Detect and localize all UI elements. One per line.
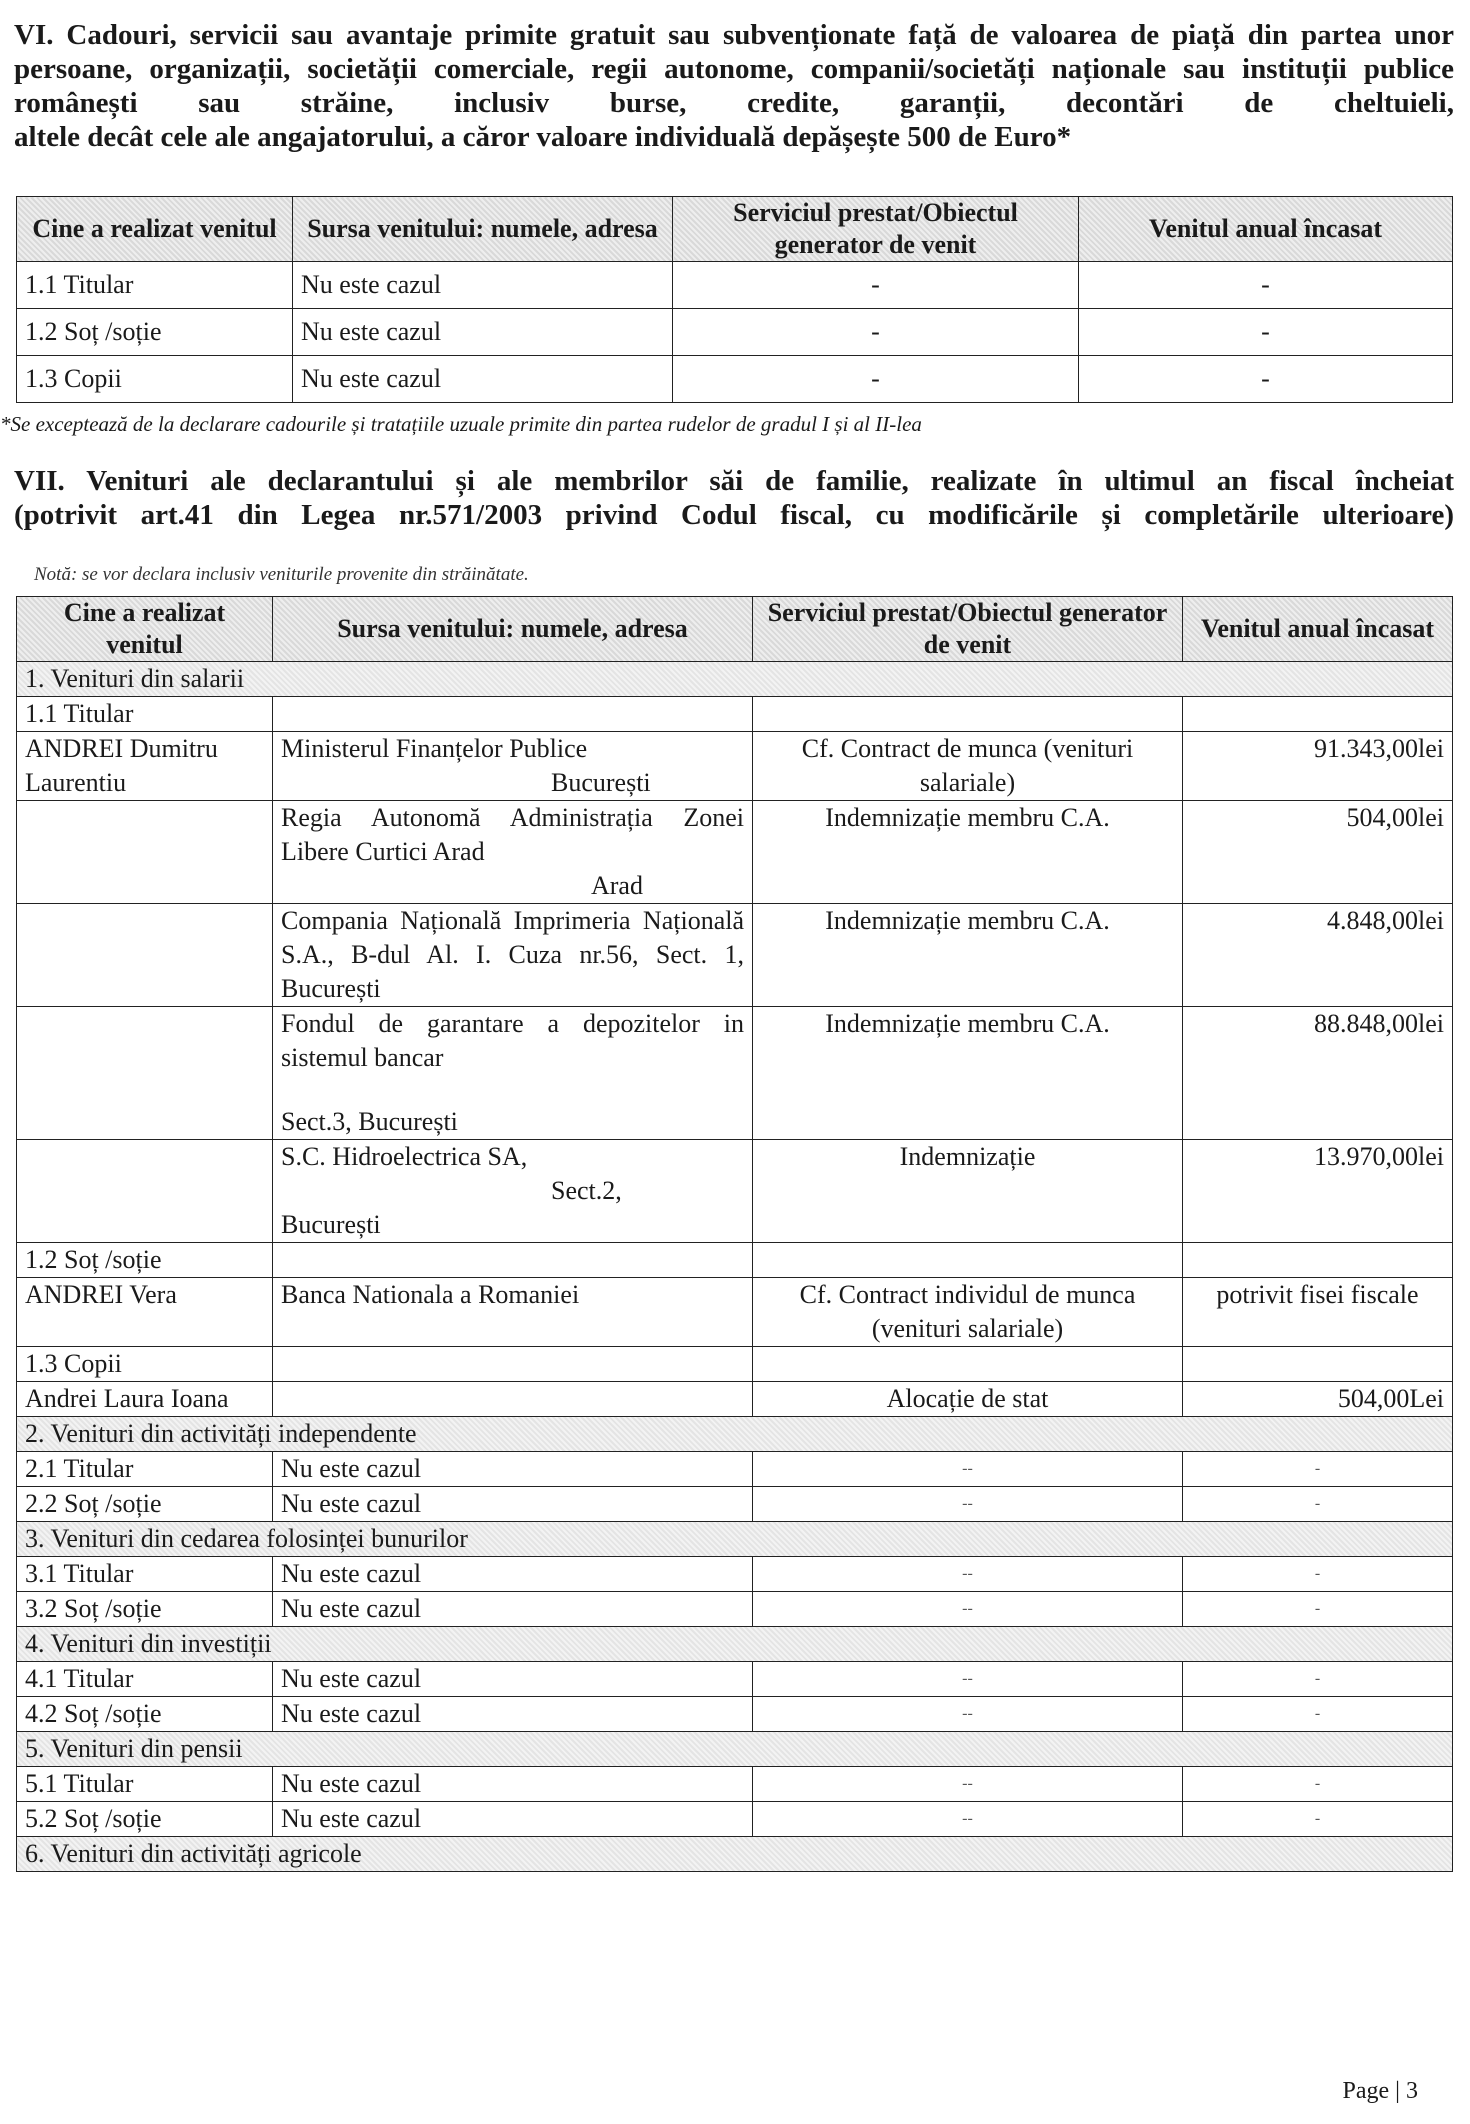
cell-income: - bbox=[1183, 1592, 1453, 1627]
cell-service bbox=[753, 1347, 1183, 1382]
cell-income: - bbox=[1079, 262, 1453, 309]
section-row bbox=[17, 1417, 1453, 1452]
cell-income bbox=[1183, 697, 1453, 732]
cell-source: Nu este cazul bbox=[273, 1767, 753, 1802]
source-name: S.C. Hidroelectrica SA, bbox=[281, 1142, 528, 1171]
section-6-title bbox=[14, 18, 1454, 154]
cell-income: 504,00lei bbox=[1183, 801, 1453, 904]
cell-source bbox=[273, 1347, 753, 1382]
subsection-row bbox=[17, 697, 1453, 732]
cell-service bbox=[753, 697, 1183, 732]
cell-who: ANDREI Vera bbox=[17, 1278, 273, 1347]
cell-source: Nu este cazul bbox=[273, 1452, 753, 1487]
table-row bbox=[17, 1140, 1453, 1243]
source-name: Ministerul Finanțelor Publice bbox=[281, 734, 588, 763]
cell-who: 1.1 Titular bbox=[17, 262, 293, 309]
cell-income: potrivit fisei fiscale bbox=[1183, 1278, 1453, 1347]
cell-source bbox=[273, 697, 753, 732]
cell-service: Indemnizație membru C.A. bbox=[753, 801, 1183, 904]
cell-income: - bbox=[1079, 356, 1453, 403]
cell-source: Nu este cazul bbox=[273, 1557, 753, 1592]
section-label: 3. Venituri din cedarea folosinței bunurilor bbox=[17, 1522, 1453, 1557]
income-table bbox=[16, 596, 1453, 1872]
cell-income: - bbox=[1183, 1697, 1453, 1732]
cell-source: Nu este cazul bbox=[293, 309, 673, 356]
header-who: Cine a realizat venitul bbox=[17, 597, 273, 662]
cell-source: Nu este cazul bbox=[293, 262, 673, 309]
cell-income: - bbox=[1183, 1557, 1453, 1592]
cell-source bbox=[273, 1243, 753, 1278]
section-7-title-line: VII. Venituri ale declarantului și ale membrilor săi de familie, realizate în ultimul an fiscal încheiat bbox=[14, 465, 1454, 497]
section-label: 1. Venituri din salarii bbox=[17, 662, 1453, 697]
subsection-row bbox=[17, 1243, 1453, 1278]
table-row bbox=[17, 1802, 1453, 1837]
cell-source bbox=[273, 801, 753, 904]
cell-who: 1.2 Soț /soție bbox=[17, 309, 293, 356]
section-row bbox=[17, 662, 1453, 697]
cell-source: Banca Nationala a Romaniei bbox=[273, 1278, 753, 1347]
cell-service: Alocație de stat bbox=[753, 1382, 1183, 1417]
table-row bbox=[17, 904, 1453, 1007]
cell-source bbox=[273, 1140, 753, 1243]
header-source: Sursa venitului: numele, adresa bbox=[273, 597, 753, 662]
section-label: 2. Venituri din activități independente bbox=[17, 1417, 1453, 1452]
cell-who: 2.1 Titular bbox=[17, 1452, 273, 1487]
section-label: 6. Venituri din activități agricole bbox=[17, 1837, 1453, 1872]
cell-who bbox=[17, 1140, 273, 1243]
section-row bbox=[17, 1732, 1453, 1767]
section-row bbox=[17, 1522, 1453, 1557]
header-service: Serviciul prestat/Obiectul generator de venit bbox=[753, 597, 1183, 662]
cell-source: Nu este cazul bbox=[273, 1697, 753, 1732]
source-city: București bbox=[281, 1210, 381, 1239]
cell-income: 504,00Lei bbox=[1183, 1382, 1453, 1417]
cell-service: Cf. Contract de munca (venituri salariale) bbox=[753, 732, 1183, 801]
section-6-title-line: VI. Cadouri, servicii sau avantaje primite gratuit sau subvenționate față de valoarea de piață din bbox=[14, 19, 1289, 51]
section-label: 4. Venituri din investiții bbox=[17, 1627, 1453, 1662]
source-address: Sect.3, București bbox=[281, 1107, 458, 1136]
cell-service: - bbox=[673, 262, 1079, 309]
page-number: Page | 3 bbox=[1342, 2078, 1418, 2104]
source-address: Sect.2, bbox=[551, 1176, 622, 1205]
section-6-title-line: altele decât cele ale angajatorului, a căror valoare individuală depășește 500 de Euro* bbox=[14, 121, 1072, 153]
header-source: Sursa venitului: numele, adresa bbox=[293, 197, 673, 262]
cell-service: - bbox=[673, 356, 1079, 403]
cell-income: - bbox=[1183, 1487, 1453, 1522]
source-address: Arad bbox=[591, 871, 643, 900]
cell-who: 4.1 Titular bbox=[17, 1662, 273, 1697]
cell-who: 2.2 Soț /soție bbox=[17, 1487, 273, 1522]
cell-service: -- bbox=[753, 1487, 1183, 1522]
cell-service: -- bbox=[753, 1802, 1183, 1837]
table-row bbox=[17, 801, 1453, 904]
cell-income: 88.848,00lei bbox=[1183, 1007, 1453, 1140]
cell-who: 5.2 Soț /soție bbox=[17, 1802, 273, 1837]
cell-income: - bbox=[1183, 1662, 1453, 1697]
table-row bbox=[17, 1487, 1453, 1522]
cell-service: Indemnizație membru C.A. bbox=[753, 904, 1183, 1007]
cell-source bbox=[273, 732, 753, 801]
source-address: București bbox=[551, 768, 651, 797]
table-row bbox=[17, 309, 1453, 356]
cell-who: 1.2 Soț /soție bbox=[17, 1243, 273, 1278]
cell-income: 4.848,00lei bbox=[1183, 904, 1453, 1007]
cell-income: - bbox=[1183, 1802, 1453, 1837]
cell-who: 5.1 Titular bbox=[17, 1767, 273, 1802]
cell-service: -- bbox=[753, 1697, 1183, 1732]
source-name: Regia Autonomă Administrația Zonei Libere Curtici Arad bbox=[281, 803, 744, 866]
table-row bbox=[17, 262, 1453, 309]
cell-service: Indemnizație membru C.A. bbox=[753, 1007, 1183, 1140]
cell-who: 4.2 Soț /soție bbox=[17, 1697, 273, 1732]
cell-who: 3.1 Titular bbox=[17, 1557, 273, 1592]
table-header-row bbox=[17, 597, 1453, 662]
cell-income: - bbox=[1183, 1767, 1453, 1802]
spacer bbox=[281, 1075, 744, 1105]
cell-income: - bbox=[1079, 309, 1453, 356]
table-header-row bbox=[17, 197, 1453, 262]
cell-income: - bbox=[1183, 1452, 1453, 1487]
header-income: Venitul anual încasat bbox=[1079, 197, 1453, 262]
section-6-title-line: sau instituții publice românești sau străine, inclusiv burse, credite, garanții, decontări de cheltuieli, bbox=[14, 53, 1455, 119]
cell-service: -- bbox=[753, 1662, 1183, 1697]
cell-income: 13.970,00lei bbox=[1183, 1140, 1453, 1243]
cell-who bbox=[17, 1007, 273, 1140]
header-income: Venitul anual încasat bbox=[1183, 597, 1453, 662]
cell-income bbox=[1183, 1347, 1453, 1382]
section-label: 5. Venituri din pensii bbox=[17, 1732, 1453, 1767]
cell-source: Nu este cazul bbox=[273, 1802, 753, 1837]
header-service: Serviciul prestat/Obiectul generator de venit bbox=[673, 197, 1079, 262]
section-row bbox=[17, 1837, 1453, 1872]
cell-income bbox=[1183, 1243, 1453, 1278]
source-name: Compania Națională Imprimeria Națională S.A., B-dul Al. I. Cuza nr.56, Sect. 1, București bbox=[281, 906, 744, 1003]
cell-who: ANDREI Dumitru Laurentiu bbox=[17, 732, 273, 801]
table-row bbox=[17, 1278, 1453, 1347]
table-row bbox=[17, 1662, 1453, 1697]
cell-service: Cf. Contract individul de munca (venituri salariale) bbox=[753, 1278, 1183, 1347]
table-row bbox=[17, 356, 1453, 403]
footnote: *Se exceptează de la declarare cadourile și tratațiile uzuale primite din partea rudelor de gradul I și al II-lea bbox=[0, 412, 922, 436]
table-row bbox=[17, 1452, 1453, 1487]
cell-income: 91.343,00lei bbox=[1183, 732, 1453, 801]
cell-source: Nu este cazul bbox=[273, 1487, 753, 1522]
cell-source bbox=[273, 904, 753, 1007]
cell-source bbox=[273, 1007, 753, 1140]
cell-service: Indemnizație bbox=[753, 1140, 1183, 1243]
table-row bbox=[17, 1007, 1453, 1140]
table-row bbox=[17, 1382, 1453, 1417]
cell-who: Andrei Laura Ioana bbox=[17, 1382, 273, 1417]
section-row bbox=[17, 1627, 1453, 1662]
cell-who: 1.3 Copii bbox=[17, 1347, 273, 1382]
table-row bbox=[17, 1697, 1453, 1732]
cell-service bbox=[753, 1243, 1183, 1278]
cell-source bbox=[273, 1382, 753, 1417]
section-7-title bbox=[14, 464, 1454, 532]
cell-service: -- bbox=[753, 1767, 1183, 1802]
cell-source: Nu este cazul bbox=[293, 356, 673, 403]
note: Notă: se vor declara inclusiv veniturile provenite din străinătate. bbox=[34, 564, 529, 585]
cell-who bbox=[17, 801, 273, 904]
cell-service: -- bbox=[753, 1592, 1183, 1627]
cell-service: - bbox=[673, 309, 1079, 356]
cell-source: Nu este cazul bbox=[273, 1592, 753, 1627]
header-who: Cine a realizat venitul bbox=[17, 197, 293, 262]
cell-who: 1.1 Titular bbox=[17, 697, 273, 732]
cell-source: Nu este cazul bbox=[273, 1662, 753, 1697]
cell-service: -- bbox=[753, 1452, 1183, 1487]
gifts-table bbox=[16, 196, 1453, 403]
cell-service: -- bbox=[753, 1557, 1183, 1592]
cell-who bbox=[17, 904, 273, 1007]
table-row bbox=[17, 732, 1453, 801]
table-row bbox=[17, 1557, 1453, 1592]
table-row bbox=[17, 1767, 1453, 1802]
section-7-title-line: (potrivit art.41 din Legea nr.571/2003 privind Codul fiscal, cu modificările și completările ulterioare) bbox=[14, 499, 1454, 531]
subsection-row bbox=[17, 1347, 1453, 1382]
cell-who: 1.3 Copii bbox=[17, 356, 293, 403]
cell-who: 3.2 Soț /soție bbox=[17, 1592, 273, 1627]
table-row bbox=[17, 1592, 1453, 1627]
source-name: Fondul de garantare a depozitelor in sistemul bancar bbox=[281, 1009, 744, 1072]
section-6-title-line: partea unor persoane, organizații, societății comerciale, regii autonome, companii/societăți naționale bbox=[14, 19, 1454, 85]
